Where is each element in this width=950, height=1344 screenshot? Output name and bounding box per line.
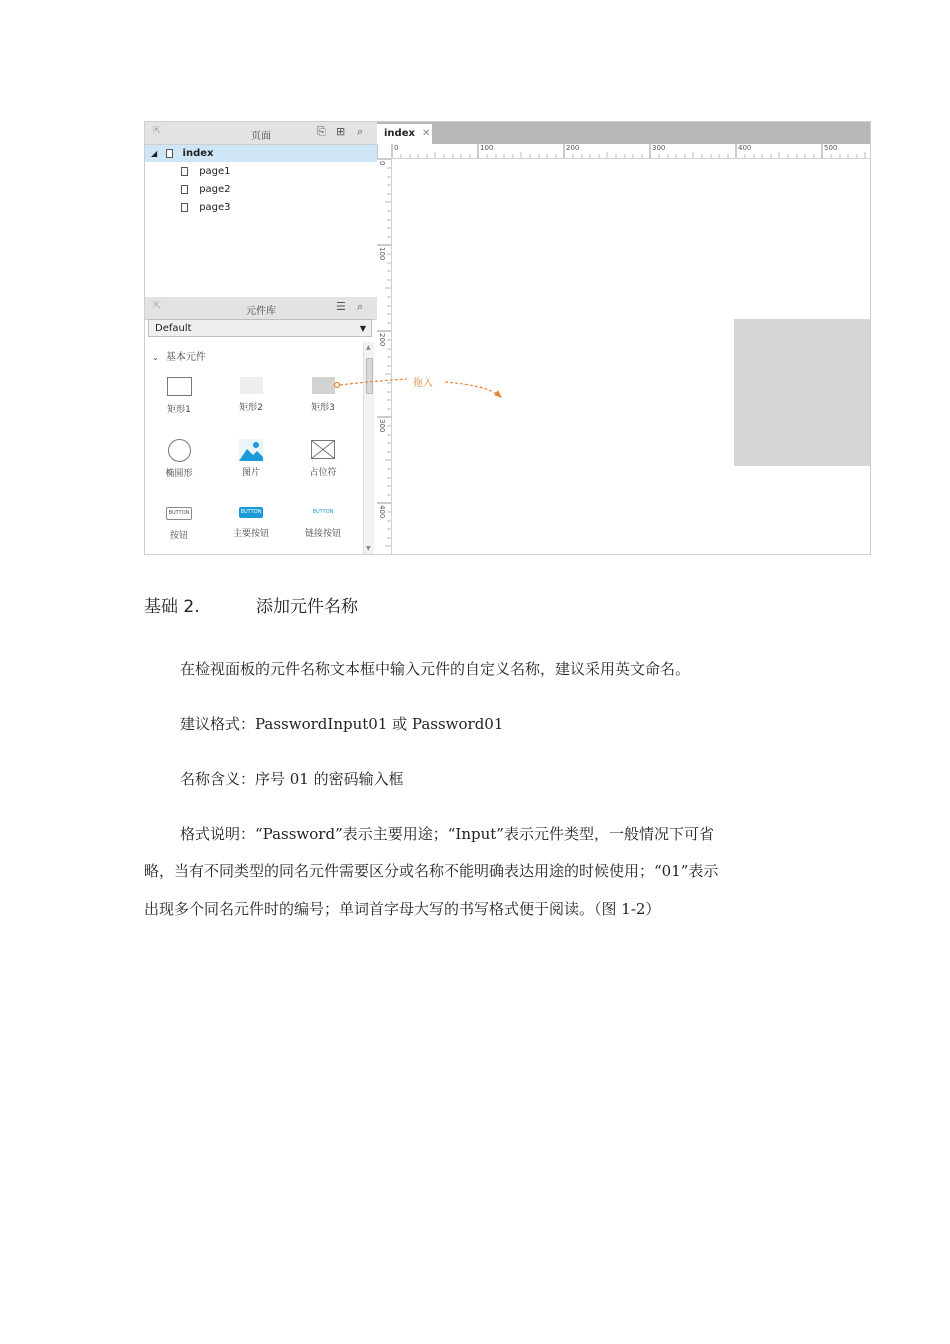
heading-number: 基础 2. [144, 597, 200, 617]
link-button-icon: BUTTON [312, 509, 334, 515]
rectangle-outline-icon [167, 377, 192, 396]
button-icon: BUTTON [166, 507, 192, 520]
widget-label: 链接按钮 [304, 529, 341, 539]
ruler-label: 100 [480, 144, 494, 152]
ruler-label: 300 [378, 419, 386, 433]
pin-icon[interactable]: ⇱ [153, 301, 162, 312]
widget-label: 主要按钮 [232, 529, 269, 539]
primary-button-icon: BUTTON [239, 507, 263, 518]
widget-rect3[interactable] [293, 377, 353, 413]
widget-ellipse[interactable] [149, 439, 209, 479]
ruler-label: 400 [378, 505, 386, 519]
canvas-tabbar [377, 122, 871, 144]
ruler-label: 0 [378, 161, 386, 166]
ruler-label: 100 [378, 247, 386, 261]
ruler-label: 200 [378, 333, 386, 347]
page-icon [181, 167, 188, 176]
horizontal-ruler [391, 144, 871, 159]
rectangle-gray-icon [312, 377, 335, 394]
page-label: page1 [199, 166, 231, 177]
page-tree-item-page1[interactable] [145, 163, 377, 180]
add-folder-icon[interactable]: ⊞ [336, 125, 346, 138]
scrollbar-thumb[interactable] [366, 358, 373, 394]
page-tree [145, 145, 377, 298]
widget-link-button[interactable] [293, 507, 353, 539]
paragraph-3: 名称含义：序号 01 的密码输入框 [180, 770, 404, 788]
page-label: page3 [199, 202, 231, 213]
library-panel-header [145, 297, 377, 320]
ellipse-icon [168, 439, 191, 462]
rectangle-light-icon [240, 377, 263, 394]
widget-primary-button[interactable] [221, 507, 281, 539]
library-select[interactable] [148, 319, 372, 337]
widget-button[interactable] [149, 507, 209, 541]
widget-label: 矩形2 [239, 403, 263, 413]
ruler-ticks [391, 144, 871, 158]
paragraph-4-line-1: 格式说明：“Password”表示主要用途；“Input”表示元件类型，一般情况下可省 [180, 825, 714, 843]
scroll-up-icon[interactable]: ▲ [366, 344, 371, 351]
page-label: index [182, 148, 214, 159]
tab-label: index [384, 128, 415, 139]
canvas-rectangle-widget[interactable] [734, 319, 871, 466]
scroll-down-icon[interactable]: ▼ [366, 545, 371, 552]
page-icon [166, 149, 173, 158]
paragraph-4-line-3: 出现多个同名元件时的编号；单词首字母大写的书写格式便于阅读。（图 1-2） [144, 900, 661, 918]
widget-rect1[interactable] [149, 377, 209, 415]
library-select-value: Default [155, 323, 192, 334]
pages-panel-title: 页面 [251, 131, 271, 142]
image-icon [239, 439, 263, 461]
page-tree-item-index[interactable] [145, 145, 377, 162]
widget-label: 图片 [241, 468, 260, 478]
left-panels [145, 122, 378, 554]
ruler-label: 200 [566, 144, 580, 152]
section-basic-widgets[interactable] [152, 348, 206, 363]
widget-label: 椭圆形 [165, 469, 193, 479]
chevron-down-icon: ⌄ [152, 353, 159, 362]
canvas-area [377, 122, 871, 554]
menu-icon[interactable]: ☰ [336, 300, 346, 313]
placeholder-icon [311, 440, 335, 459]
vertical-ruler [377, 158, 392, 554]
widget-label: 矩形3 [311, 403, 335, 413]
widget-placeholder[interactable] [293, 439, 353, 478]
chevron-down-icon: ▼ [359, 324, 366, 333]
paragraph-1: 在检视面板的元件名称文本框中输入元件的自定义名称，建议采用英文命名。 [180, 660, 691, 678]
paragraph-4-line-2: 略，当有不同类型的同名元件需要区分或名称不能明确表达用途的时候使用；“01”表示 [144, 862, 719, 880]
ruler-label: 0 [394, 144, 399, 152]
page-icon [181, 185, 188, 194]
library-scrollbar[interactable] [363, 342, 374, 554]
pin-icon[interactable]: ⇱ [153, 126, 162, 137]
heading-title: 添加元件名称 [256, 597, 358, 617]
ruler-label: 400 [738, 144, 752, 152]
library-panel-title: 元件库 [246, 306, 276, 317]
widget-label: 矩形1 [167, 405, 191, 415]
section-heading [144, 592, 358, 617]
pages-panel-header [145, 122, 377, 145]
close-icon[interactable]: ✕ [421, 128, 431, 139]
ruler-ticks [377, 158, 391, 554]
page-label: page2 [199, 184, 231, 195]
search-icon[interactable]: ⌕ [357, 300, 364, 313]
ruler-label: 500 [824, 144, 838, 152]
page-icon [181, 203, 188, 212]
widget-rect2[interactable] [221, 377, 281, 413]
tab-index[interactable] [377, 124, 432, 144]
widget-image[interactable] [221, 439, 281, 478]
drag-label: 拖入 [413, 378, 433, 389]
ruler-label: 300 [652, 144, 666, 152]
paragraph-2: 建议格式：PasswordInput01 或 Password01 [180, 715, 504, 733]
search-icon[interactable]: ⌕ [357, 125, 364, 138]
widget-label: 占位符 [309, 468, 337, 478]
section-label: 基本元件 [165, 352, 206, 363]
add-page-icon[interactable]: ⎘ [317, 125, 326, 138]
axure-screenshot [144, 121, 871, 555]
collapse-arrow-icon[interactable]: ◢ [151, 149, 158, 158]
widget-label: 按钮 [169, 531, 188, 541]
page-tree-item-page3[interactable] [145, 199, 377, 216]
page-tree-item-page2[interactable] [145, 181, 377, 198]
